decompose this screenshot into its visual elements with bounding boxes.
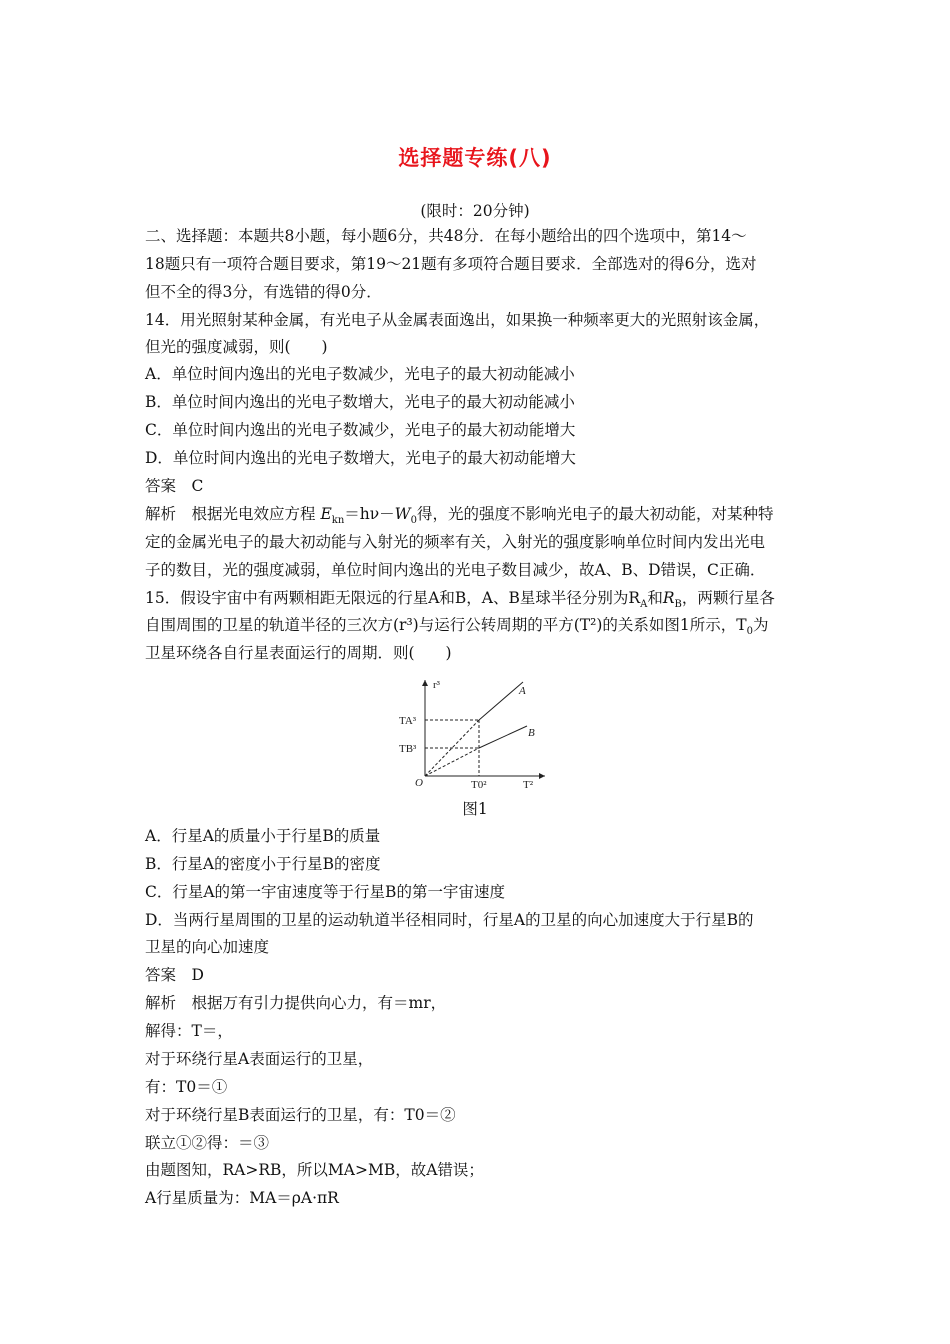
- q15-stem-3: 卫星环绕各自行星表面运行的周期．则( ): [145, 644, 452, 662]
- q15-analysis-8: A行星质量为：MA＝ρA·πR: [145, 1189, 339, 1207]
- q14-option-c: C．单位时间内逸出的光电子数减少，光电子的最大初动能增大: [145, 421, 576, 439]
- line-b-label: B: [528, 727, 535, 739]
- q15-analysis-6: 联立①②得：＝③: [145, 1134, 270, 1152]
- q14-analysis-3: 子的数目，光的强度减弱，单位时间内逸出的光电子数目减少，故A、B、D错误，C正确．: [145, 561, 766, 579]
- q15-answer: 答案 D: [145, 966, 204, 984]
- q15-stem-2: 自围周围的卫星的轨道半径的三次方(r³)与运行公转周期的平方(T²)的关系如图1所示，$T_0$为: [145, 616, 769, 638]
- origin-label: O: [415, 777, 423, 789]
- intro-line-2: 18题只有一项符合题目要求，第19～21题有多项符合题目要求．全部选对的得6分，选对: [145, 255, 757, 273]
- q14-analysis-2: 定的金属光电子的最大初动能与入射光的频率有关，入射光的强度影响单位时间内发出光电: [145, 533, 766, 551]
- q15-analysis-2: 解得：T＝，: [145, 1022, 233, 1040]
- tb-label: TB³: [399, 743, 417, 755]
- intro-line-1: 二、选择题：本题共8小题，每小题6分，共48分．在每小题给出的四个选项中，第14～: [145, 227, 747, 245]
- line-a-label: A: [519, 685, 526, 697]
- intro-line-3: 但不全的得3分，有选错的得0分．: [145, 283, 382, 301]
- q15-option-d-cont: 卫星的向心加速度: [145, 938, 270, 956]
- ta-label: TA³: [399, 715, 417, 727]
- q14-analysis-1: 解析 根据光电效应方程 $E_{kn}=h\nu-W_0$得，光的强度不影响光电子的最大初动能，对某种特: [145, 505, 774, 527]
- q15-analysis-4: 有：T0＝①: [145, 1078, 228, 1096]
- q15-analysis-1: 解析 根据万有引力提供向心力，有＝mr，: [145, 994, 447, 1012]
- page-title: 选择题专练(八): [398, 146, 552, 170]
- line-a-solid: [479, 682, 523, 720]
- figure-1-graph: [395, 676, 555, 796]
- q14-option-d: D．单位时间内逸出的光电子数增大，光电子的最大初动能增大: [145, 449, 576, 467]
- time-limit: (限时：20分钟): [420, 202, 530, 220]
- line-b-dashed: [425, 748, 479, 776]
- t0-label: T0²: [471, 779, 487, 791]
- x-axis-arrow: [539, 773, 545, 779]
- q15-option-c: C．行星A的第一宇宙速度等于行星B的第一宇宙速度: [145, 883, 505, 901]
- q15-analysis-5: 对于环绕行星B表面运行的卫星，有：T0＝②: [145, 1106, 456, 1124]
- q15-analysis-7: 由题图知，RA>RB，所以MA>MB，故A错误；: [145, 1161, 484, 1179]
- q14-stem-1: 14．用光照射某种金属，有光电子从金属表面逸出，如果换一种频率更大的光照射该金属，: [145, 311, 770, 329]
- y-axis-label: r³: [433, 679, 440, 691]
- x-axis-label: T²: [523, 779, 534, 791]
- q15-analysis-3: 对于环绕行星A表面运行的卫星，: [145, 1050, 374, 1068]
- q14-option-a: A．单位时间内逸出的光电子数减少，光电子的最大初动能减小: [145, 365, 575, 383]
- q15-option-a: A．行星A的质量小于行星B的质量: [145, 827, 381, 845]
- q15-stem-1: 15．假设宇宙中有两颗相距无限远的行星A和B，A、B星球半径分别为$R_A$和$R_B$，两颗行星各: [145, 589, 775, 611]
- y-axis-arrow: [422, 680, 428, 686]
- q14-stem-2: 但光的强度减弱，则( ): [145, 338, 328, 356]
- q15-option-b: B．行星A的密度小于行星B的密度: [145, 855, 381, 873]
- q14-option-b: B．单位时间内逸出的光电子数增大，光电子的最大初动能减小: [145, 393, 575, 411]
- line-b-solid: [479, 726, 527, 748]
- q15-option-d: D．当两行星周围的卫星的运动轨道半径相同时，行星A的卫星的向心加速度大于行星B的: [145, 911, 754, 929]
- q14-answer: 答案 C: [145, 477, 204, 495]
- figure-caption: 图1: [462, 800, 488, 818]
